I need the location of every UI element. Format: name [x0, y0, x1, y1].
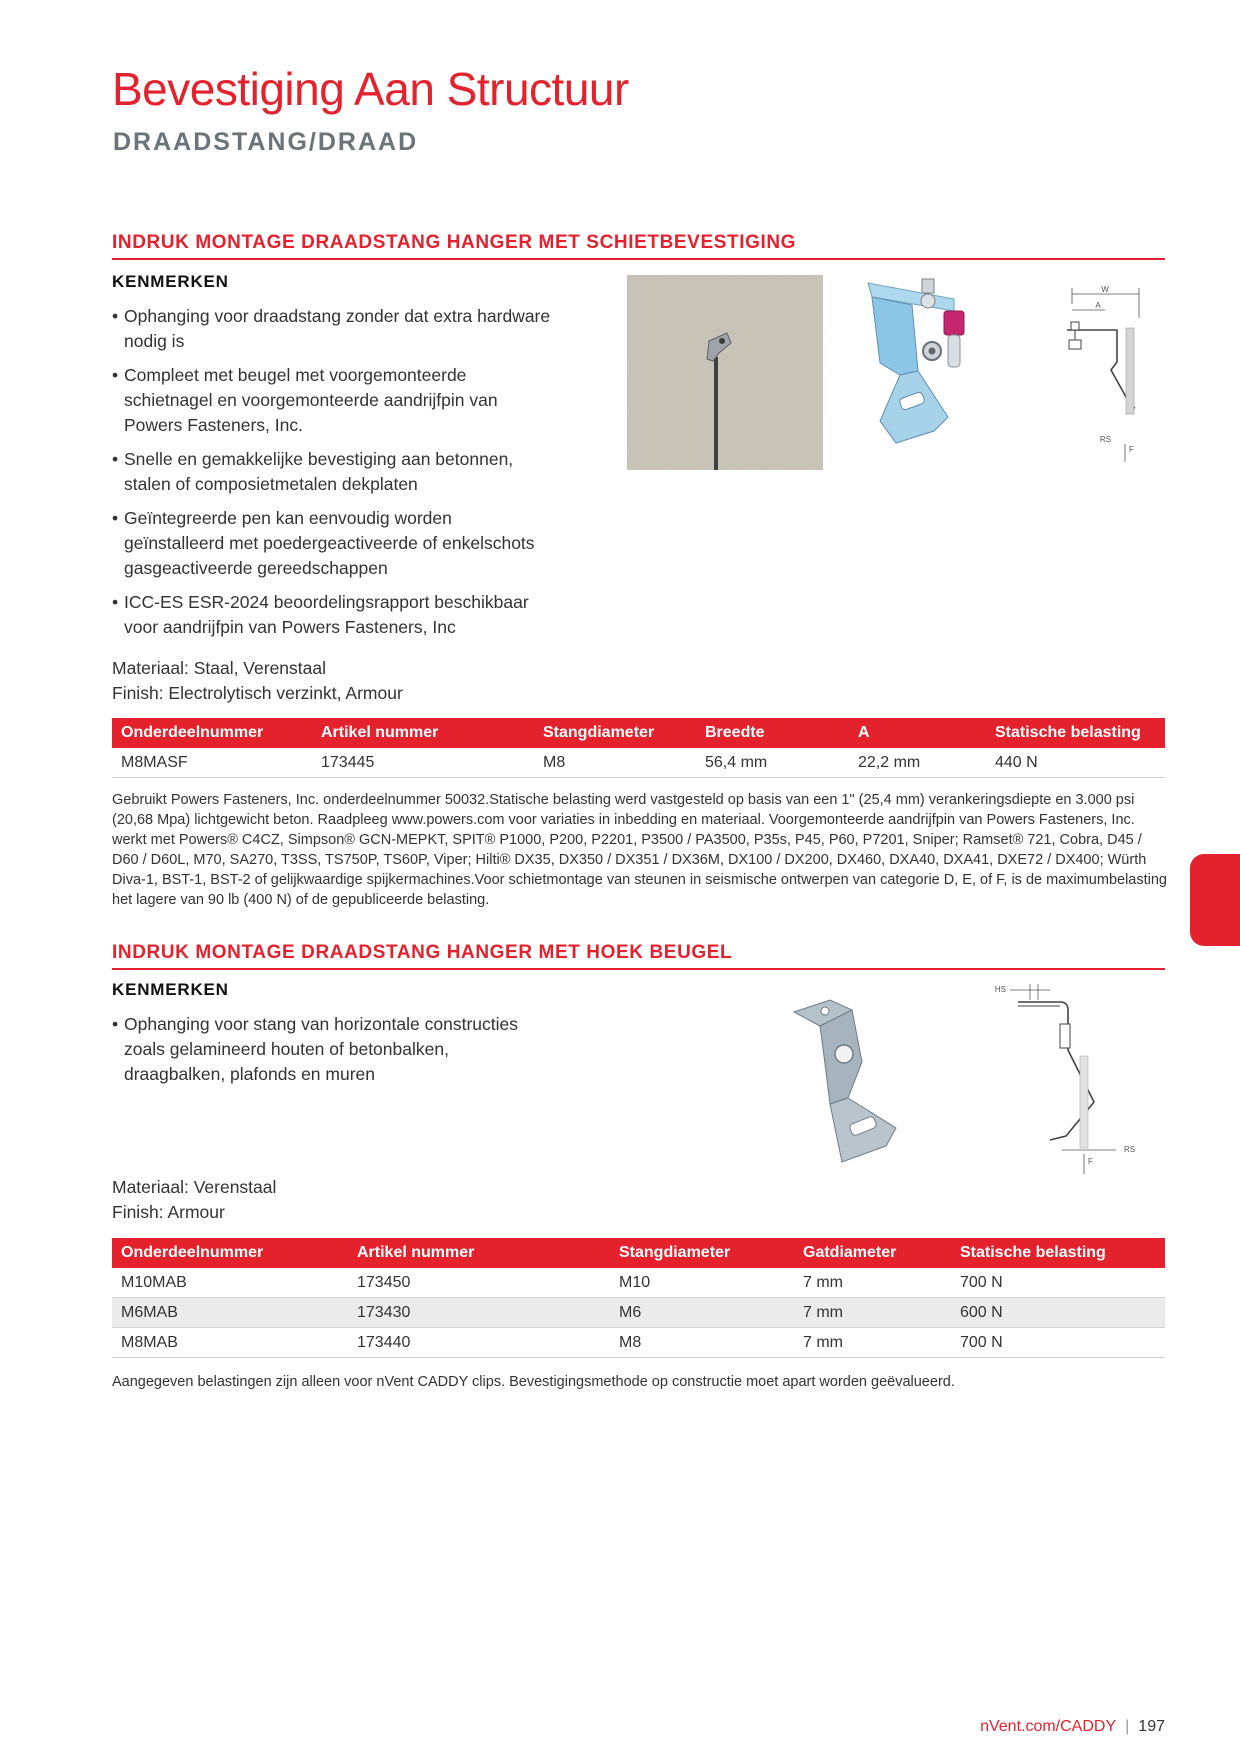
table-cell: M8: [534, 748, 696, 778]
dimension-label-f: F: [1129, 445, 1134, 454]
table-cell: 173450: [348, 1268, 610, 1298]
table-cell: M10MAB: [112, 1268, 348, 1298]
features-heading: KENMERKEN: [112, 980, 229, 999]
material-text: Materiaal: Verenstaal: [112, 1177, 277, 1197]
dimension-label-a: A: [1095, 301, 1101, 310]
table-cell: M10: [610, 1268, 794, 1298]
footnote-angle-bracket: Aangegeven belastingen zijn alleen voor nVent CADDY clips. Bevestigingsmethode op constructie moet apart worden geëvalueerd.: [112, 1374, 955, 1390]
table-cell: 7 mm: [794, 1298, 951, 1328]
spec-table-angle-bracket: [112, 1238, 1165, 1358]
column-header: Statische belasting: [951, 1238, 1165, 1268]
features-heading: KENMERKEN: [112, 272, 229, 291]
dimension-label-w: W: [1101, 285, 1109, 294]
feature-item: • Geïntegreerde pen kan eenvoudig worden geïnstalleerd met poedergeactiveerde of enkelschots gasgeactiveerde gereedschappen: [112, 506, 552, 581]
footnote-shot-fastener: Gebruikt Powers Fasteners, Inc. onderdeelnummer 50032.Statische belasting werd vastgesteld op basis van een 1" (25,4 mm) verankeringsdiepte en 3.000 psi (20,68 Mpa) lichtgewicht beton. Raadpleeg www.powers.com voor variaties in inbedding en materiaal. Voorgemonteerde aandrijfpin van Powers Fasteners, Inc. werkt met Powers® C4CZ, Simpson® GCN-MEPKT, SPIT® P1000, P200, P2201, P3500 / PA3500, P35s, P45, P60, P7201, Sniper; Ramset® 721, Cobra, D45 / D60 / D60L, M70, SA270, T3SS, TS750P, TS60P, Viper; Hilti® DX35, DX350 / DX351 / DX36M, DX100 / DX200, DX460, DXA40, DXA41, DXE72 / DX400; Würth Diva-1, BST-1, BST-2 of gelijkwaardige spijkermachines.Voor schietmontage van steunen in seismische ontwerpen van categorie D, E, of F, is de maximumbelasting het lagere van 90 lb (400 N) of de gepubliceerde belasting.: [112, 792, 1167, 908]
table-cell: 7 mm: [794, 1268, 951, 1298]
page-footer: [980, 1718, 1165, 1736]
column-header: Stangdiameter: [534, 718, 696, 748]
feature-item: • Compleet met beugel met voorgemonteerde schietnagel en voorgemonteerde aandrijfpin van Powers Fasteners, Inc.: [112, 363, 552, 438]
column-header: Stangdiameter: [610, 1238, 794, 1268]
dimension-label-rs: RS: [1124, 1145, 1136, 1154]
shot-fastener-bracket-image: [862, 275, 1002, 465]
column-header: Statische belasting: [986, 718, 1165, 748]
spec-table-shot-fastener: [112, 718, 1165, 778]
page-title: Bevestiging Aan Structuur: [112, 63, 629, 115]
feature-list: [112, 304, 552, 649]
column-header: Breedte: [696, 718, 849, 748]
dimension-label-hs: HS: [994, 985, 1006, 994]
table-cell: 56,4 mm: [696, 748, 849, 778]
dimension-label-f: F: [1088, 1157, 1093, 1166]
table-cell: M8MAB: [112, 1328, 348, 1358]
angle-bracket-dimension-drawing: [990, 980, 1140, 1180]
table-cell: M8: [610, 1328, 794, 1358]
angle-bracket-image: [790, 996, 910, 1166]
feature-item: • Snelle en gemakkelijke bevestiging aan betonnen, stalen of composietmetalen dekplaten: [112, 447, 552, 497]
table-cell: 700 N: [951, 1328, 1165, 1358]
table-cell: 600 N: [951, 1298, 1165, 1328]
table-cell: 173445: [312, 748, 534, 778]
shot-fastener-dimension-drawing: [1065, 282, 1145, 472]
installed-product-photo: [627, 275, 823, 470]
section-title-angle-bracket: INDRUK MONTAGE DRAADSTANG HANGER MET HOEK BEUGEL: [112, 942, 1165, 970]
table-row: [112, 1328, 1165, 1358]
section-title-shot-fastener: INDRUK MONTAGE DRAADSTANG HANGER MET SCHIETBEVESTIGING: [112, 232, 1165, 260]
table-cell: 700 N: [951, 1268, 1165, 1298]
material-block: [112, 656, 592, 706]
feature-item: • Ophanging voor stang van horizontale constructies zoals gelamineerd houten of betonbalken, draagbalken, plafonds en muren: [112, 1012, 532, 1087]
table-cell: M6: [610, 1298, 794, 1328]
feature-list: [112, 1012, 532, 1096]
feature-item: • Ophanging voor draadstang zonder dat extra hardware nodig is: [112, 304, 552, 354]
finish-text: Finish: Electrolytisch verzinkt, Armour: [112, 683, 403, 703]
material-block: [112, 1175, 592, 1225]
material-text: Materiaal: Staal, Verenstaal: [112, 658, 327, 678]
table-cell: M6MAB: [112, 1298, 348, 1328]
dimension-label-rs: RS: [1099, 435, 1111, 444]
page-number: 197: [1138, 1718, 1165, 1735]
page-subtitle: DRAADSTANG/DRAAD: [113, 128, 419, 156]
table-row: [112, 1268, 1165, 1298]
footer-website-link[interactable]: nVent.com/CADDY: [980, 1718, 1117, 1735]
column-header: Gatdiameter: [794, 1238, 951, 1268]
table-row: [112, 1298, 1165, 1328]
table-row: [112, 748, 1165, 778]
table-cell: M8MASF: [112, 748, 312, 778]
finish-text: Finish: Armour: [112, 1202, 225, 1222]
table-cell: 22,2 mm: [849, 748, 986, 778]
table-header-row: [112, 1238, 1165, 1268]
column-header: Onderdeelnummer: [112, 1238, 348, 1268]
section-side-tab: [1190, 854, 1240, 946]
table-cell: 173430: [348, 1298, 610, 1328]
column-header: Artikel nummer: [348, 1238, 610, 1268]
footer-separator: |: [1125, 1718, 1130, 1735]
table-cell: 7 mm: [794, 1328, 951, 1358]
column-header: A: [849, 718, 986, 748]
column-header: Onderdeelnummer: [112, 718, 312, 748]
table-header-row: [112, 718, 1165, 748]
table-cell: 173440: [348, 1328, 610, 1358]
table-cell: 440 N: [986, 748, 1165, 778]
feature-item: • ICC-ES ESR-2024 beoordelingsrapport beschikbaar voor aandrijfpin van Powers Fasteners, Inc: [112, 590, 552, 640]
column-header: Artikel nummer: [312, 718, 534, 748]
